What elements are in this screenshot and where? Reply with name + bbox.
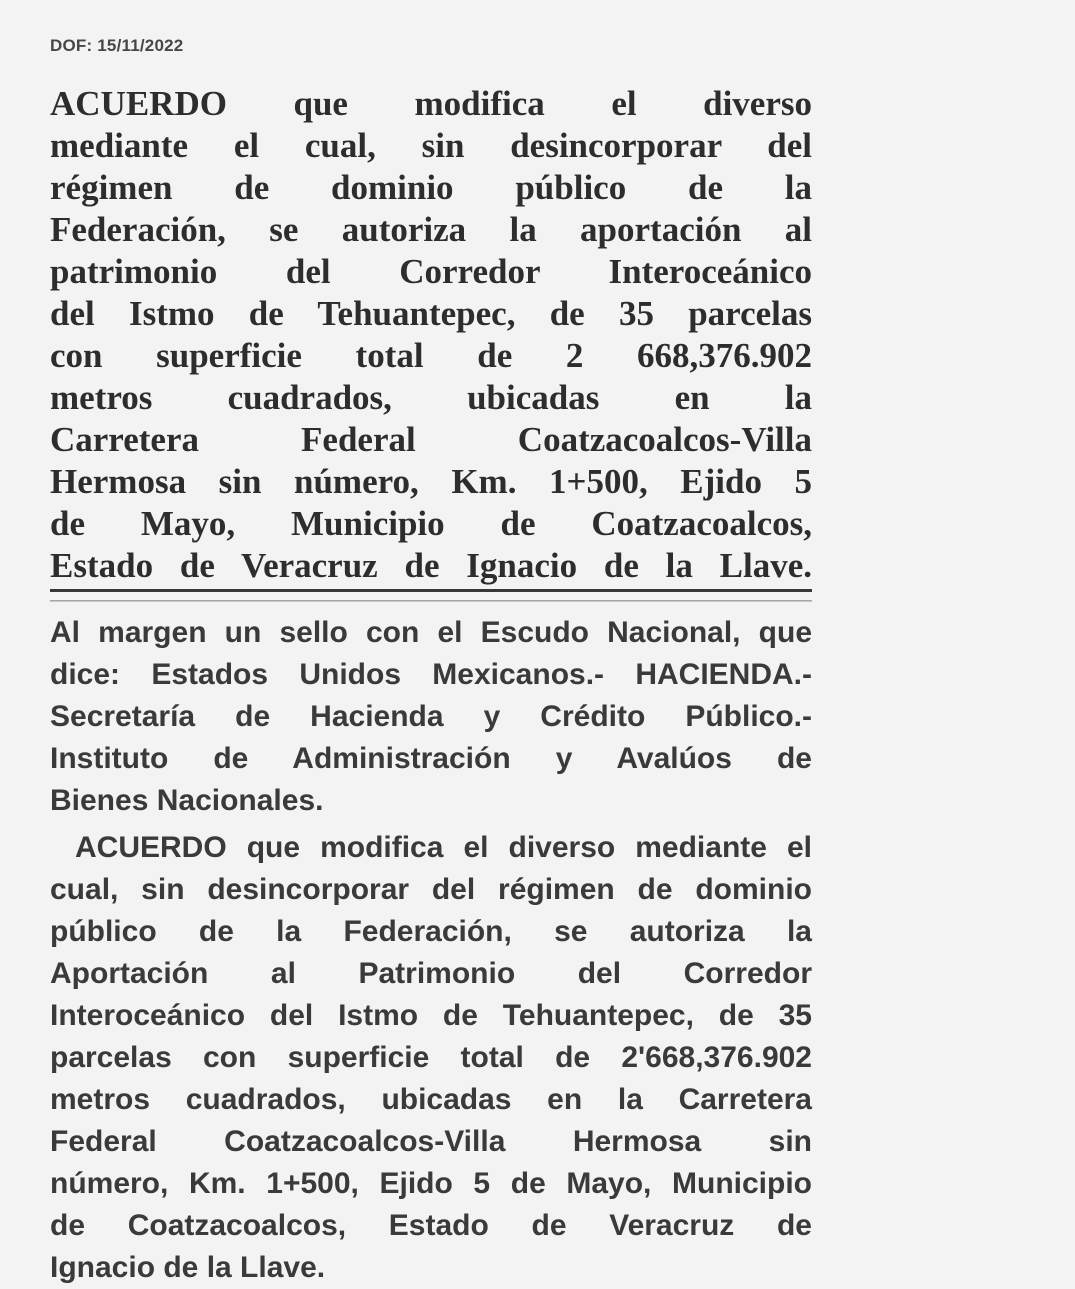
document-page	[50, 36, 812, 1289]
title-line: de Mayo, Municipio de Coatzacoalcos,	[50, 504, 812, 543]
title-line: Federación, se autoriza la aportación al	[50, 210, 812, 249]
dof-date-label: DOF: 15/11/2022	[50, 36, 184, 55]
paragraph-acuerdo-body	[50, 827, 812, 1289]
text-line: ACUERDO que modifica el diverso mediante el	[75, 831, 812, 864]
document-title	[50, 83, 812, 592]
title-line: ACUERDO que modifica el diverso	[50, 84, 812, 123]
title-line: metros cuadrados, ubicadas en la	[50, 378, 812, 417]
title-line: Hermosa sin número, Km. 1+500, Ejido 5	[50, 462, 812, 501]
title-line: con superficie total de 2 668,376.902	[50, 336, 812, 375]
title-line: mediante el cual, sin desincorporar del	[50, 126, 812, 165]
text-line: número, Km. 1+500, Ejido 5 de Mayo, Municipio	[50, 1167, 812, 1200]
title-line: del Istmo de Tehuantepec, de 35 parcelas	[50, 294, 812, 333]
text-line: Instituto de Administración y Avalúos de	[50, 742, 812, 775]
text-line: Aportación al Patrimonio del Corredor	[50, 957, 812, 990]
title-line: Estado de Veracruz de Ignacio de la Llave.	[50, 546, 812, 585]
text-line: cual, sin desincorporar del régimen de dominio	[50, 873, 812, 906]
title-line: Carretera Federal Coatzacoalcos-Villa	[50, 420, 812, 459]
text-line: Al margen un sello con el Escudo Nacional, que	[50, 616, 812, 649]
text-line: Interoceánico del Istmo de Tehuantepec, de 35	[50, 999, 812, 1032]
title-line: patrimonio del Corredor Interoceánico	[50, 252, 812, 291]
text-line: parcelas con superficie total de 2'668,376.902	[50, 1041, 812, 1074]
title-line: régimen de dominio público de la	[50, 168, 812, 207]
text-line: dice: Estados Unidos Mexicanos.- HACIENDA.-	[50, 658, 812, 691]
text-line: Ignacio de la Llave.	[50, 1251, 326, 1284]
text-line: de Coatzacoalcos, Estado de Veracruz de	[50, 1209, 812, 1242]
text-line: Federal Coatzacoalcos-Villa Hermosa sin	[50, 1125, 812, 1158]
separator-rule	[50, 600, 812, 602]
text-line: metros cuadrados, ubicadas en la Carretera	[50, 1083, 812, 1116]
text-line: Bienes Nacionales.	[50, 784, 324, 817]
paragraph-seal-note	[50, 612, 812, 822]
text-line: Secretaría de Hacienda y Crédito Público.-	[50, 700, 812, 733]
text-line: público de la Federación, se autoriza la	[50, 915, 812, 948]
